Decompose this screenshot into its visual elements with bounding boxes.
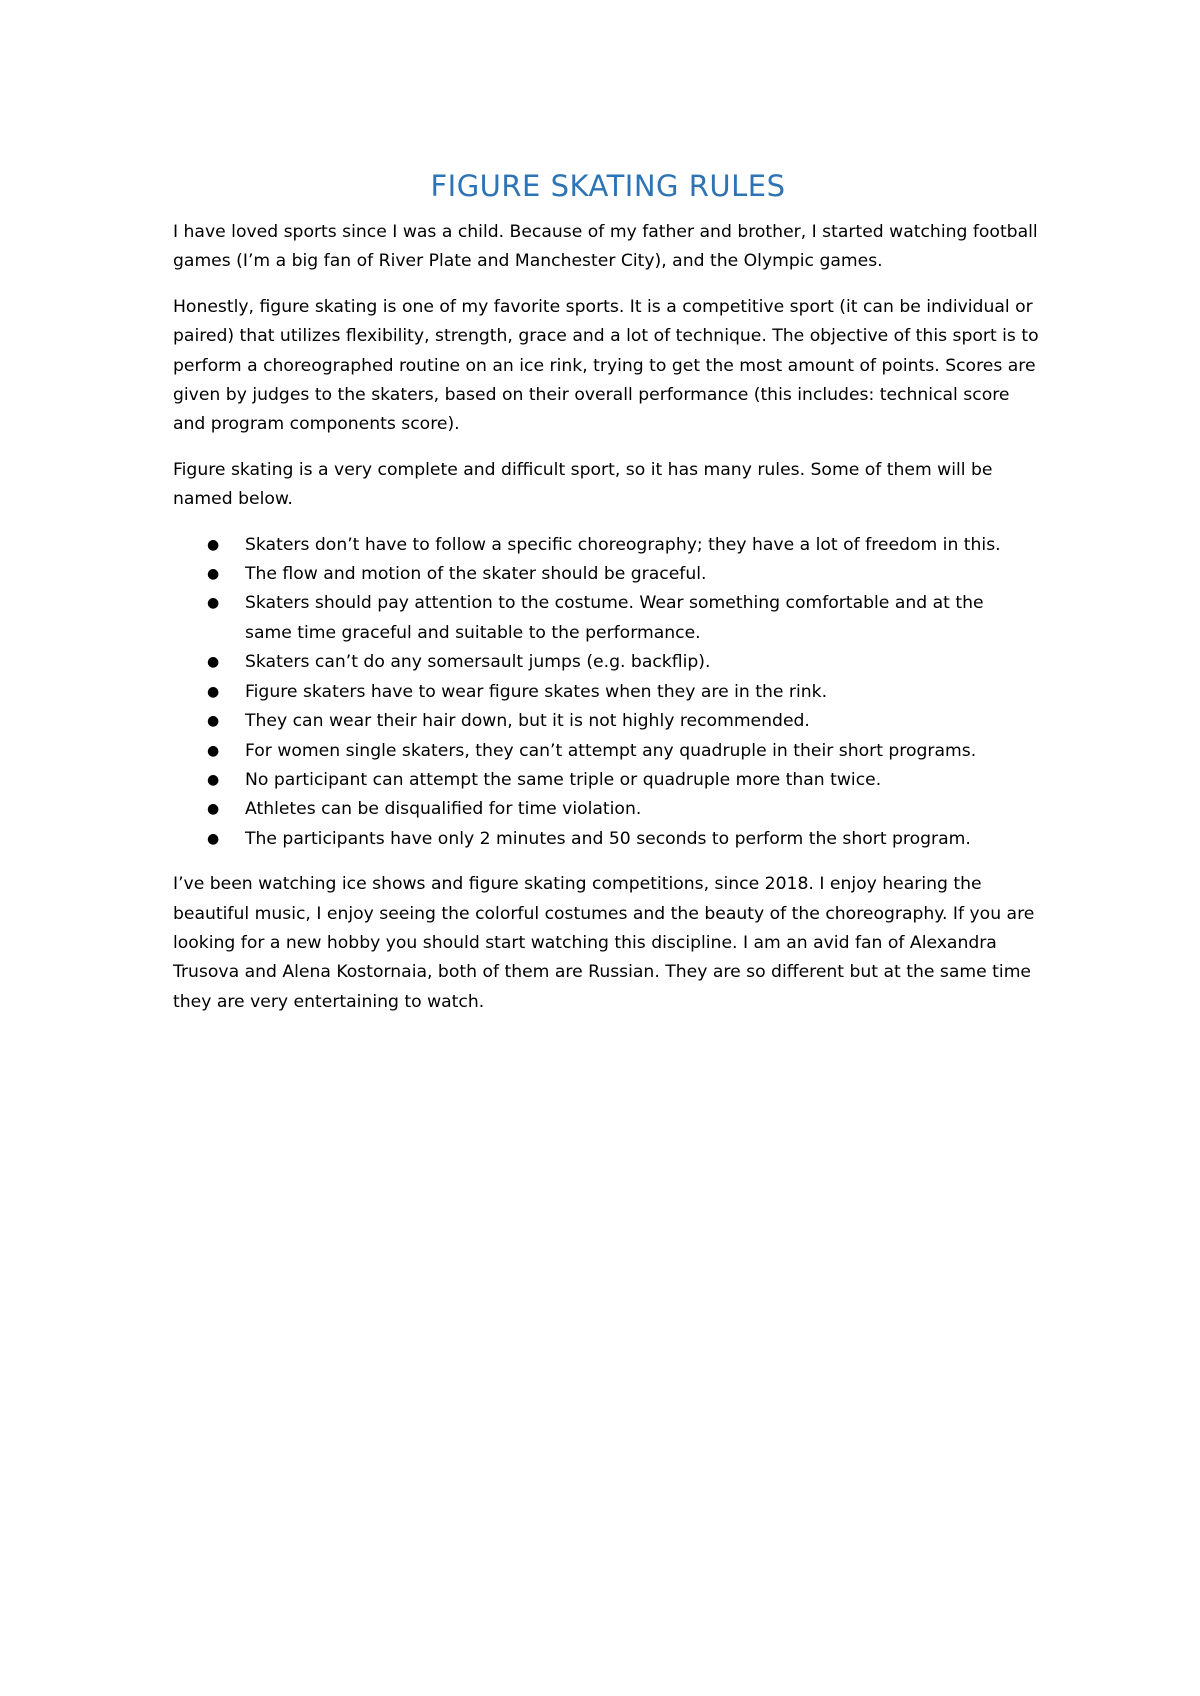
list-item-text: For women single skaters, they can’t attempt any quadruple in their short programs. [245,740,977,761]
list-item [173,648,1043,677]
list-item-text: They can wear their hair down, but it is not highly recommended. [245,711,810,732]
list-item-text: Athletes can be disqualified for time violation. [245,799,642,820]
list-item-text: Figure skaters have to wear figure skates when they are in the rink. [245,681,828,702]
description-paragraph: Honestly, figure skating is one of my favorite sports. It is a competitive sport (it can be individual or paired) that utilizes flexibility, strength, grace and a lot of technique. The objective of this sport is to perform a choreographed routine on an ice rink, trying to get the most amount of points. Scores are given by judges to the skaters, based on their overall performance (this includes: technical score and program components score). [173,296,1039,435]
bullet-icon: ● [207,683,220,700]
list-item-text: Skaters don’t have to follow a specific choreography; they have a lot of freedom in this. [245,534,1001,555]
list-item [173,766,1043,795]
closing-paragraph: I’ve been watching ice shows and figure skating competitions, since 2018. I enjoy hearing the beautiful music, I enjoy seeing the colorful costumes and the beauty of the choreography. If you are looking for a new hobby you should start watching this discipline. I am an avid fan of Alexandra Trusova and Alena Kostornaia, both of them are Russian. They are so different but at the same time they are very entertaining to watch. [173,874,1035,1012]
list-item [173,531,1043,560]
list-item-text: No participant can attempt the same triple or quadruple more than twice. [245,769,882,790]
list-item-text: The participants have only 2 minutes and 50 seconds to perform the short program. [245,828,971,849]
list-item-text: Skaters can’t do any somersault jumps (e.g. backflip). [245,652,711,673]
bullet-icon: ● [207,830,220,847]
list-item [173,825,1043,854]
rules-intro-paragraph: Figure skating is a very complete and difficult sport, so it has many rules. Some of them will be named below. [173,459,993,510]
list-item [173,707,1043,736]
rules-list [173,531,1043,854]
bullet-icon: ● [207,654,220,671]
list-item [173,678,1043,707]
bullet-icon: ● [207,771,220,788]
bullet-icon: ● [207,801,220,818]
list-item [173,737,1043,766]
bullet-icon: ● [207,536,220,553]
list-item [173,795,1043,824]
bullet-icon: ● [207,742,220,759]
list-item-text: The flow and motion of the skater should be graceful. [245,564,707,585]
list-item-text: Skaters should pay attention to the costume. Wear something comfortable and at the same time graceful and suitable to the performance. [245,593,984,643]
bullet-icon: ● [207,713,220,730]
document-body [173,168,1043,1033]
list-item [173,560,1043,589]
document-title: FIGURE SKATING RULES [430,169,786,203]
intro-paragraph: I have loved sports since I was a child. Because of my father and brother, I started watching football games (I’m a big fan of River Plate and Manchester City), and the Olympic games. [173,222,1038,272]
bullet-icon: ● [207,566,220,583]
list-item [173,589,1043,648]
bullet-icon: ● [207,595,220,612]
